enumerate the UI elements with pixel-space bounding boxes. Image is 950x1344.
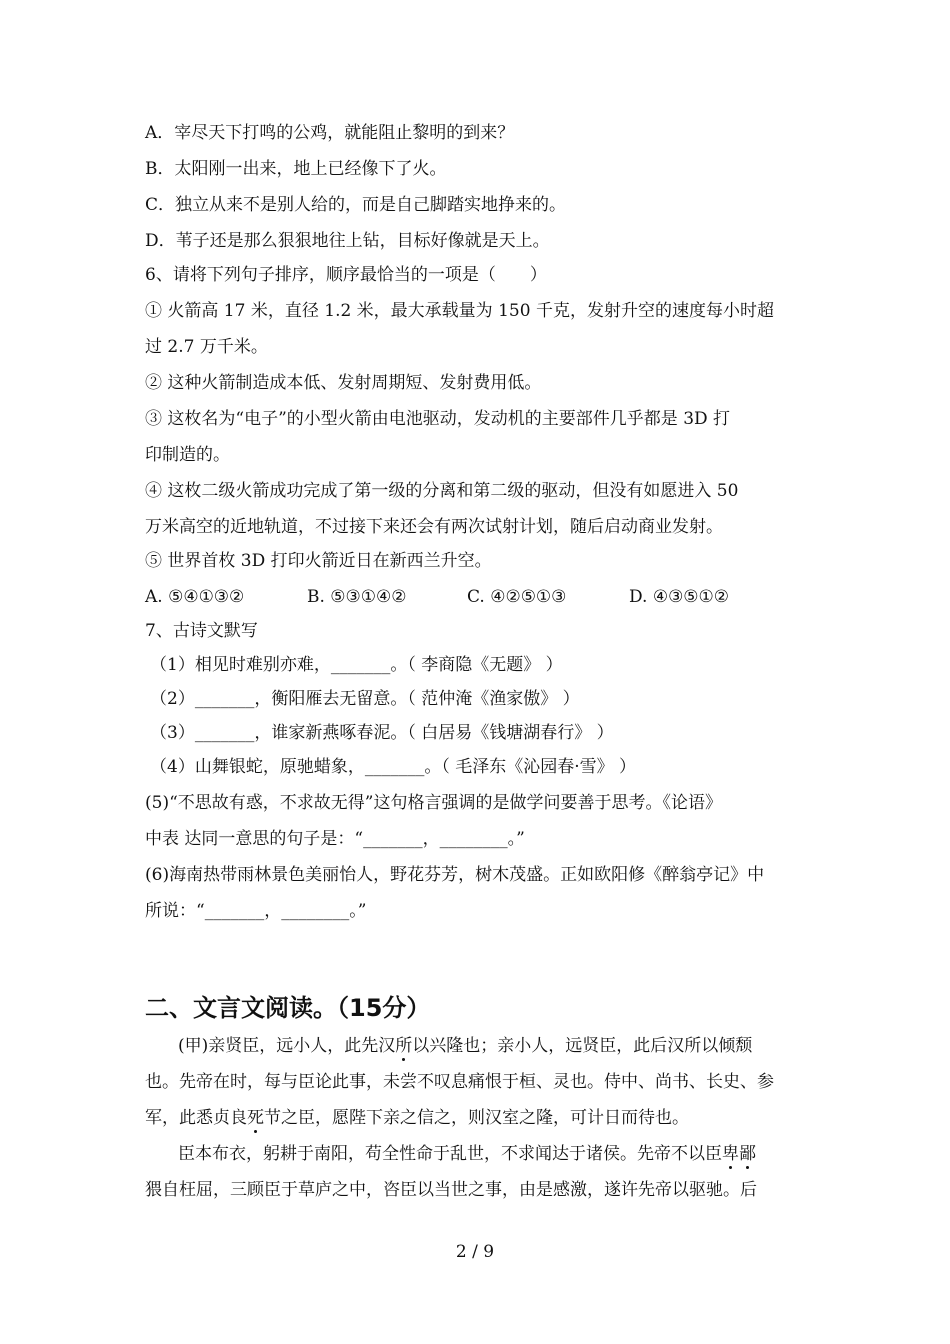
passage-p2-line-1	[178, 1143, 756, 1165]
q6-sentence-5: ⑤ 世界首枚 3D 打印火箭近日在新西兰升空。	[145, 551, 492, 571]
q6-sentence-3-cont: 印制造的。	[145, 445, 230, 465]
q7-item-6-cont: 所说：“_______，________。”	[145, 901, 367, 921]
q7-item-5: (5)“不思故有惑，不求故无得”这句格言强调的是做学问要善于思考。《论语》	[145, 793, 722, 813]
q7-item-4: （4）山舞银蛇，原驰蜡象，_______。（ 毛泽东《沁园春·雪》 ）	[150, 757, 637, 777]
q6-option-c: C. ④②⑤①③	[467, 587, 567, 607]
q6-sentence-1: ① 火箭高 17 米，直径 1.2 米，最大承载量为 150 千克，发射升空的速度每小时超	[145, 301, 774, 321]
q5-option-a: A．宰尽天下打鸣的公鸡，就能阻止黎明的到来？	[145, 123, 515, 143]
emphasized-char: 死	[247, 1108, 264, 1128]
q6-sentence-4-cont: 万米高空的近地轨道，不过接下来还会有两次试射计划，随后启动商业发射。	[145, 517, 723, 537]
text-run: 臣本布衣，躬耕于南阳，苟全性命于乱世，不求闻达于诸侯。先帝不以臣	[178, 1144, 722, 1164]
q5-option-d: D．苇子还是那么狠狠地往上钻，目标好像就是天上。	[145, 231, 550, 251]
passage-p2-line-2: 猥自枉屈，三顾臣于草庐之中，咨臣以当世之事，由是感激，遂许先帝以驱驰。后	[145, 1180, 757, 1200]
passage-p1-line-2: 也。先帝在时，每与臣论此事，未尝不叹息痛恨于桓、灵也。侍中、尚书、长史、参	[145, 1072, 774, 1092]
emphasized-char: 鄙	[739, 1144, 756, 1164]
q6-sentence-2: ② 这种火箭制造成本低、发射周期短、发射费用低。	[145, 373, 542, 393]
q5-option-b: B．太阳刚一出来，地上已经像下了火。	[145, 159, 447, 179]
passage-p1-line-3	[145, 1107, 689, 1129]
q6-sentence-4: ④ 这枚二级火箭成功完成了第一级的分离和第二级的驱动，但没有如愿进入 50	[145, 481, 739, 501]
text-run: 军，此悉贞良	[145, 1108, 247, 1128]
q5-option-c: C．独立从来不是别人给的，而是自己脚踏实地挣来的。	[145, 195, 567, 215]
section-heading: 二、文言文阅读。（15分）	[145, 994, 431, 1022]
q6-options	[145, 586, 729, 608]
page-number: 2 / 9	[455, 1242, 495, 1262]
text-run: 节之臣，愿陛下亲之信之，则汉室之隆，可计日而待也。	[264, 1108, 689, 1128]
q7-item-6: (6)海南热带雨林景色美丽怡人，野花芬芳，树木茂盛。正如欧阳修《醉翁亭记》中	[145, 865, 765, 885]
q7-item-1: （1）相见时难别亦难，_______。（ 李商隐《无题》 ）	[150, 655, 563, 675]
passage-p1-line-1	[178, 1035, 752, 1057]
q6-option-b: B. ⑤③①④②	[307, 587, 407, 607]
text-run: 以兴隆也；亲小人，远贤臣，此后汉所以倾颓	[412, 1036, 753, 1056]
q6-question: 6、请将下列句子排序，顺序最恰当的一项是（ ）	[145, 265, 547, 285]
text-run: (甲)亲贤臣，远小人，此先汉	[178, 1036, 396, 1056]
q6-sentence-3: ③ 这枚名为“电子”的小型火箭由电池驱动，发动机的主要部件几乎都是 3D 打	[145, 409, 731, 429]
q7-title: 7、古诗文默写	[145, 621, 258, 641]
q6-option-d: D. ④③⑤①②	[629, 587, 730, 607]
q6-sentence-1-cont: 过 2.7 万千米。	[145, 337, 268, 357]
q7-item-5-cont: 中表 达同一意思的句子是：“_______，________。”	[145, 829, 525, 849]
q6-option-a: A. ⑤④①③②	[145, 587, 245, 607]
q7-item-2: （2）_______，衡阳雁去无留意。（ 范仲淹《渔家傲》 ）	[150, 689, 580, 709]
emphasized-char: 卑	[722, 1144, 739, 1164]
emphasized-char: 所	[395, 1036, 413, 1056]
q7-item-3: （3）_______，谁家新燕啄春泥。（ 白居易《钱塘湖春行》 ）	[150, 723, 614, 743]
